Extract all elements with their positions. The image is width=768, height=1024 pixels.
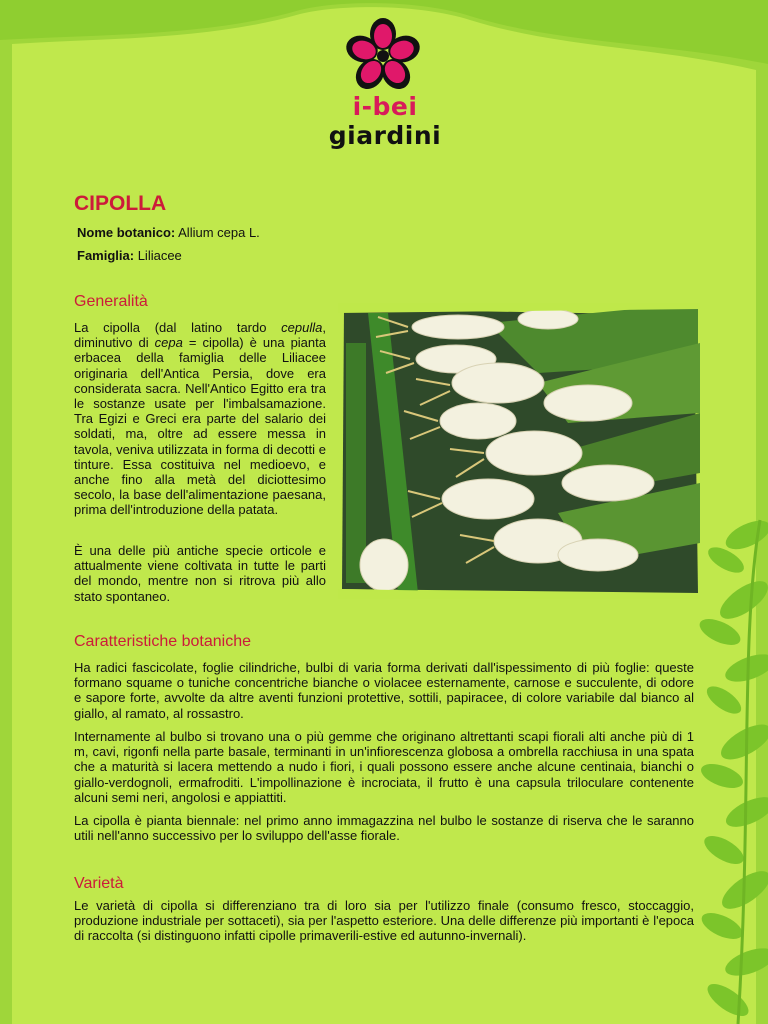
onion-photo bbox=[338, 303, 700, 599]
section-heading-varieta: Varietà bbox=[74, 875, 124, 892]
text-run: = cipolla) è una pianta erbacea della famiglia delle Liliacee originaria dell'Antica Persia, dove era considerata sacra. Nell'Antico Egitto era tra le sostanze usate per l'imbalsamazione. Tra Egizi e Greci era parte del salario dei soldati, ma, oltre ad essere messa in tavola, veniva utilizzata in forma di decotti e tinture. Essa costituiva nel medioevo, e anche fino alla metà del diciottesimo secolo, la base dell'alimentazione paesana, prima dell'introduzione della patata. bbox=[74, 335, 326, 518]
page-title: CIPOLLA bbox=[74, 192, 167, 215]
brand-name-part2: giardini bbox=[328, 121, 442, 150]
paragraph-botaniche-1: Ha radici fascicolate, foglie cilindriche, bulbi di varia forma derivati dall'ispessimento di più foglie: queste formano squame o tuniche concentriche bianche o violacee esternamente, carnose e succulente, di odore e sapore forte, avvolte da altre aventi funzioni protettive, sottili, papiracee, di colore variabile dal bianco al giallo, al ramato, al rossastro. bbox=[74, 660, 694, 721]
family-row bbox=[77, 248, 182, 263]
text-run: La cipolla (dal latino tardo bbox=[74, 320, 282, 335]
botanical-name-row bbox=[77, 225, 260, 240]
paragraph-botaniche-2: Internamente al bulbo si trovano una o più gemme che originano altrettanti scapi fiorali alti anche più di 1 m, cavi, rigonfi nella parte basale, terminanti in un'infiorescenza globosa a ombrella racchiusa in una spata che a maturità si lacera mettendo a nudo i fiori, i quali possono essere anche alcune centinaia, bianchi o giallo-verdognoli, ermafroditi. L'impollinazione è incrociata, il frutto è una capsula triloculare contenente alcuni semi neri, angolosi e appiattiti. bbox=[74, 729, 694, 805]
family-label: Famiglia: bbox=[77, 248, 135, 263]
italic-term: cepulla bbox=[281, 320, 323, 335]
italic-term: cepa bbox=[154, 335, 183, 351]
brand-name-part1: i-bei bbox=[352, 92, 418, 121]
botanical-name-label: Nome botanico: bbox=[77, 225, 176, 240]
brand-logo bbox=[300, 92, 470, 150]
paragraph-generalita-2: È una delle più antiche specie orticole e attualmente viene coltivata in tutte le parti del mondo, mentre non si ritrova più allo stato spontaneo. bbox=[74, 543, 326, 604]
botanical-name-value: Allium cepa L. bbox=[178, 225, 260, 240]
paragraph-generalita-1 bbox=[74, 320, 326, 518]
family-value: Liliacee bbox=[137, 248, 182, 263]
flower-icon bbox=[340, 16, 426, 96]
section-heading-generalita: Generalità bbox=[74, 293, 148, 310]
paragraph-varieta-1: Le varietà di cipolla si differenziano tra di loro sia per l'utilizzo finale (consumo fresco, stoccaggio, produzione industriale per sottaceti), sia per l'aspetto esteriore. Una delle differenze più importanti è l'epoca di raccolta (si distinguono infatti cipolle primaverili-estive ed autunno-invernali). bbox=[74, 898, 694, 944]
text-run: , diminutivo di bbox=[74, 320, 326, 351]
section-heading-botaniche: Caratteristiche botaniche bbox=[74, 633, 251, 650]
paragraph-botaniche-3: La cipolla è pianta biennale: nel primo anno immagazzina nel bulbo le sostanze di riserva che le saranno utili nell'anno successivo per lo sviluppo dell'asse fiorale. bbox=[74, 813, 694, 844]
